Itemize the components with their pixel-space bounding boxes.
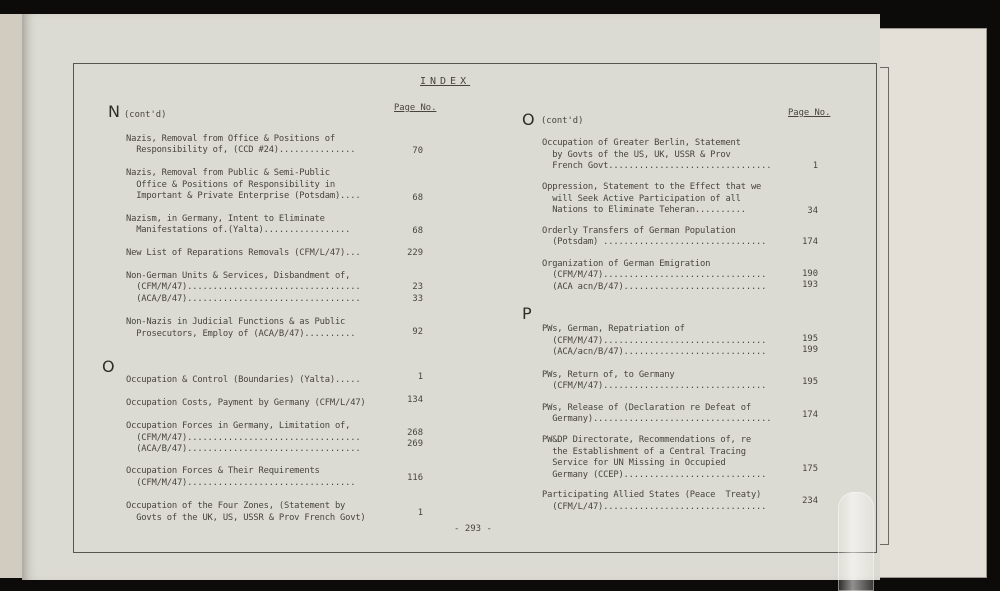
index-entry-line: Nations to Eliminate Teheran.......... [542,205,746,215]
index-entry-line: Prosecutors, Employ of (ACA/B/47).......... [126,329,356,339]
index-entry-line: Non-German Units & Services, Disbandment of, [126,271,351,281]
index-entry-page: 268 [407,428,423,438]
index-entry-line: (ACA/acn/B/47)............................ [542,347,767,357]
index-entry-line: Nazis, Removal from Office & Positions of [126,134,335,144]
index-entry-line: (CFM/M/47)................................ [542,381,767,391]
index-entry-page: 174 [802,410,818,420]
index-entry-page: 174 [802,237,818,247]
page-holder-clip [838,492,874,591]
index-entry-line: by Govts of the US, UK, USSR & Prov [542,150,731,160]
index-entry-page: 23 [412,282,423,292]
index-entry-page: 193 [802,280,818,290]
index-entry-page: 269 [407,439,423,449]
index-entry-line: (CFM/L/47)................................ [542,502,767,512]
section-letter-o: O [102,357,115,376]
index-entry-line: Non-Nazis in Judicial Functions & as Public [126,317,346,327]
index-page [22,14,880,580]
index-entry-page: 92 [412,327,423,337]
index-entry-line: (ACA acn/B/47)............................ [542,282,767,292]
index-entry-line: (CFM/M/47).................................. [126,282,361,292]
index-entry-page: 1 [812,161,818,171]
index-entry-line: French Govt................................ [542,161,772,171]
index-entry-line: (Potsdam) ................................ [542,237,767,247]
page-no-header-left: Page No. [394,103,437,113]
index-entry-page: 199 [802,345,818,355]
index-entry-line: Organization of German Emigration [542,259,711,269]
book-binding-edge [0,14,24,578]
index-entry-line: (ACA/B/47).................................. [126,444,361,454]
index-entry-line: will Seek Active Participation of all [542,194,741,204]
index-entry-page: 190 [802,269,818,279]
section-letter-n: N [108,102,120,121]
index-entry-line: (CFM/M/47).................................. [126,433,361,443]
index-entry-line: Govts of the UK, US, USSR & Prov French Govt) [126,513,366,523]
section-o-contd: (cont'd) [541,116,584,126]
index-entry-page: 68 [412,193,423,203]
index-entry-line: PWs, Return of, to Germany [542,370,675,380]
index-entry-line: the Establishment of a Central Tracing [542,447,746,457]
index-entry-line: PWs, Release of (Declaration re Defeat of [542,403,751,413]
index-entry-line: (ACA/B/47).................................. [126,294,361,304]
index-entry-page: 1 [417,372,423,382]
index-entry-page: 1 [417,508,423,518]
index-entry-line: Office & Positions of Responsibility in [126,180,335,190]
index-entry-line: Responsibility of, (CCD #24)............... [126,145,356,155]
index-entry-line: Occupation Forces in Germany, Limitation of, [126,421,351,431]
section-letter-o-right: O [522,110,535,129]
index-entry-line: (CFM/M/47)................................ [542,336,767,346]
index-entry-line: Nazism, in Germany, Intent to Eliminate [126,214,325,224]
index-entry-line: Occupation Costs, Payment by Germany (CFM/L/47) [126,398,366,408]
index-entry-line: Manifestations of.(Yalta)................. [126,225,351,235]
index-entry-page: 195 [802,334,818,344]
index-entry-line: Germany (CCEP)............................ [542,470,767,480]
page-number-footer: - 293 - [454,524,492,534]
index-entry-line: Occupation & Control (Boundaries) (Yalta)..... [126,375,361,385]
index-entry-line: New List of Reparations Removals (CFM/L/47)... [126,248,361,258]
index-entry-line: Nazis, Removal from Public & Semi-Public [126,168,330,178]
index-entry-line: Occupation Forces & Their Requirements [126,466,320,476]
index-entry-line: Orderly Transfers of German Population [542,226,736,236]
index-entry-page: 70 [412,146,423,156]
index-entry-page: 175 [802,464,818,474]
index-entry-line: PWs, German, Repatriation of [542,324,685,334]
index-entry-line: Important & Private Enterprise (Potsdam).... [126,191,361,201]
index-entry-line: Occupation of the Four Zones, (Statement by [126,501,346,511]
index-entry-page: 116 [407,473,423,483]
index-entry-line: (CFM/M/47)................................. [126,478,356,488]
index-entry-page: 229 [407,248,423,258]
index-entry-page: 68 [412,226,423,236]
section-letter-p: P [522,304,532,323]
index-entry-line: Occupation of Greater Berlin, Statement [542,138,741,148]
index-entry-line: PW&DP Directorate, Recommendations of, re [542,435,751,445]
index-entry-page: 234 [802,496,818,506]
index-entry-line: (CFM/M/47)................................ [542,270,767,280]
index-entry-page: 134 [407,395,423,405]
index-entry-line: Oppression, Statement to the Effect that we [542,182,762,192]
index-entry-page: 34 [807,206,818,216]
index-entry-line: Service for UN Missing in Occupied [542,458,726,468]
index-entry-page: 195 [802,377,818,387]
page-no-header-right: Page No. [788,108,831,118]
index-title: INDEX [420,76,471,87]
index-entry-page: 33 [412,294,423,304]
index-entry-line: Germany)................................... [542,414,772,424]
index-entry-line: Participating Allied States (Peace Treaty) [542,490,762,500]
section-n-contd: (cont'd) [124,110,167,120]
